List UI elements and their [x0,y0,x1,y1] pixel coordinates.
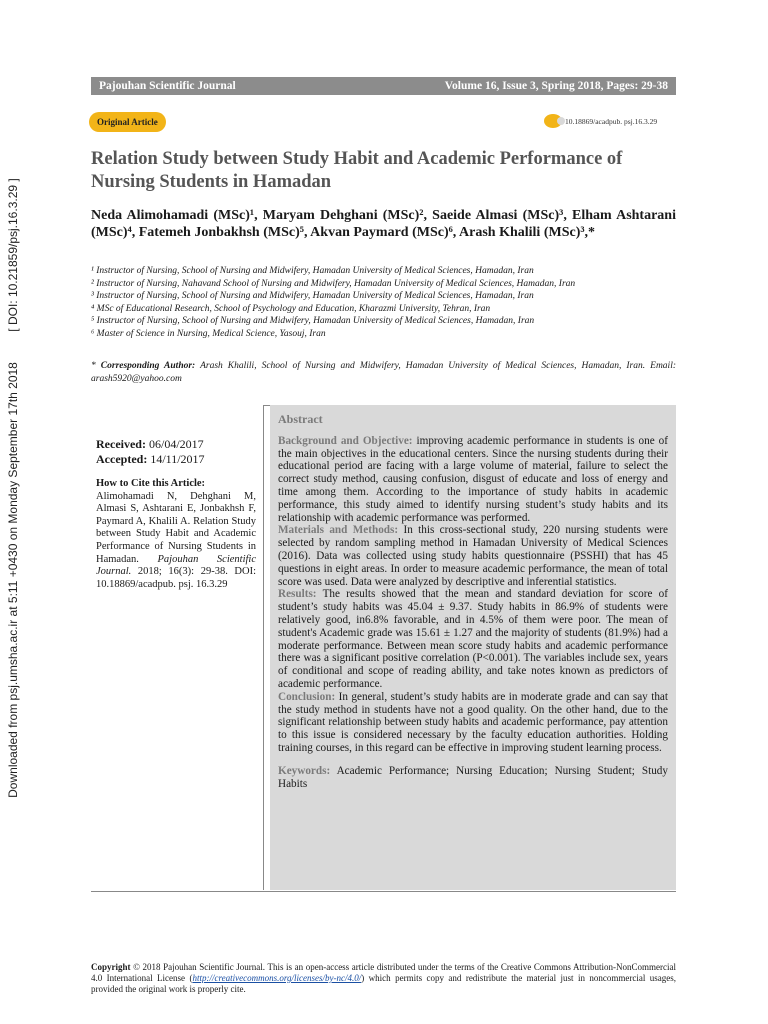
cite-journal: Pajouhan Scientific Journal. [96,553,256,578]
accepted-label: Accepted: [96,452,148,466]
copyright-text-1: © 2018 Pajouhan Scientific Journal. This is an open-access article distributed under the terms of the Creative Commons Attribution-NonCommercial 4.0 International License ( [91,962,676,983]
accepted-date: 14/11/2017 [150,452,205,466]
copyright-text-2: ) which permits copy and redistribute the material just in noncommercial usages, provided the original work is properly cite. [91,973,677,994]
affiliation-item: ¹ Instructor of Nursing, School of Nursing and Midwifery, Hamadan University of Medical Sciences, Hamadan, Iran [91,266,534,276]
article-type-badge: Original Article [89,112,166,132]
article-title: Relation Study between Study Habit and Academic Performance of Nursing Students in Hamadan [91,149,623,192]
copyright-label: Copyright [91,962,131,972]
doi-reference[interactable] [544,114,657,128]
side-doi-text: [ DOI: 10.21859/psj.16.3.29 ] [6,178,20,332]
license-link[interactable]: http://creativecommons.org/licenses/by-nc/4.0/ [192,973,362,983]
doi-logo-icon [544,114,562,128]
volume-info: Volume 16, Issue 3, Spring 2018, Pages: 29-38 [444,80,668,92]
corresponding-text: Arash Khalili, School of Nursing and Midwifery, Hamadan University of Medical Sciences, Hamadan, Iran. Email: arash5920@yahoo.com [91,361,676,384]
author-list: Neda Alimohamadi (MSc)¹, Maryam Dehghani (MSc)², Saeide Almasi (MSc)³, Elham Ashtarani (MSc)⁴, Fatemeh Jonbakhsh (MSc)⁵, Akvan Paymard (MSc)⁶, Arash Khalili (MSc)³,* [91,208,676,240]
corresponding-author [91,360,676,385]
cite-text: Alimohamadi N, Dehghani M, Almasi S, Ashtarani E, Jonbakhsh F, Paymard A, Khalili A. Relation Study between Study Habit and Academic Performance of Nursing Students in Hamadan. [96,490,256,565]
abstract-methods: Materials and Methods: In this cross-sectional study, 220 nursing students were selected by random sampling method in Hamadan University of Medical Sciences (2016). Data was collected using study habits questionnaire (PSSHI) that has 45 questions in eight areas. In order to measure academic performance, the mean of total score was used. Data were analyzed by descriptive and inferential statistics. [278,524,669,588]
cite-heading: How to Cite this Article: [96,478,206,489]
abstract-keywords: Keywords: Academic Performance; Nursing Education; Nursing Student; Study Habits [278,764,668,790]
affiliation-item: ³ Instructor of Nursing, School of Nursing and Midwifery, Hamadan University of Medical Sciences, Hamadan, Iran [91,291,534,301]
corresponding-label: Corresponding Author: [100,361,196,371]
side-download [2,362,24,798]
received-date: 06/04/2017 [148,437,204,451]
doi-text: 10.18869/acadpub. psj.16.3.29 [565,116,658,126]
abstract-panel [270,405,676,890]
abstract-title: Abstract [278,412,323,426]
dates-block [96,437,205,467]
corresponding-star: * [91,361,101,371]
affiliation-item: ⁵ Instructor of Nursing, School of Nursing and Midwifery, Hamadan University of Medical Sciences, Hamadan, Iran [91,316,535,326]
affiliations [91,265,676,340]
journal-header-bar [91,77,676,95]
journal-name: Pajouhan Scientific Journal [99,80,236,92]
citation-block [96,478,256,591]
affiliation-item: ² Instructor of Nursing, Nahavand School of Nursing and Midwifery, Hamadan University of Medical Sciences, Hamadan, Iran [91,278,576,289]
copyright-notice [91,962,676,995]
affiliation-item: ⁴ MSc of Educational Research, School of Psychology and Education, Kharazmi University, Tehran, Iran [91,303,491,314]
affiliation-item: ⁶ Master of Science in Nursing, Medical Science, Yasouj, Iran [91,328,326,339]
cite-tail: 2018; 16(3): 29-38. DOI: 10.18869/acadpub. psj. 16.3.29 [96,566,257,590]
side-download-text: Downloaded from psj.umsha.ac.ir at 5:11 +0430 on Monday September 17th 2018 [6,362,20,798]
abstract-conclusion: Conclusion: In general, student’s study habits are in moderate grade and can say that the study method in students have not a good quality. On the other hand, due to the significant relationship between study habits and academic performance, pay attention to this issue is considered necessary by the faculty education authorities. Holding training courses, in this regard can be effective in improving student learning process. [278,690,669,754]
abstract-background: Background and Objective: improving academic performance in students is one of the main objectives in the educational centers. Since the nursing students during their educational period are facing with a large volume of material, failure to select the correct study method, causing confusion, disgust of educate and loss of energy and time among them. According to the importance of study habits in academic performance, this study aimed to identify nursing student’s study habits and its relationship with academic performance was performed. [278,434,668,524]
abstract-results: Results: The results showed that the mean and standard deviation for score of student’s study habits was 45.04 ± 9.37. Study habits in 86.9% of students were relatively good, in6.8% favorable, and in 4.5% of them were poor. The mean of student's Academic grade was 15.61 ± 1.27 and the majority of students (81.9%) had a moderate performance. Between mean score study habits and academic performance there was a significant positive correlation (P<0.001). The variables include sex, years of conditional and scope of reading ability, and take notes known as predictors of academic performance. [278,588,668,690]
received-label: Received: [96,437,146,451]
